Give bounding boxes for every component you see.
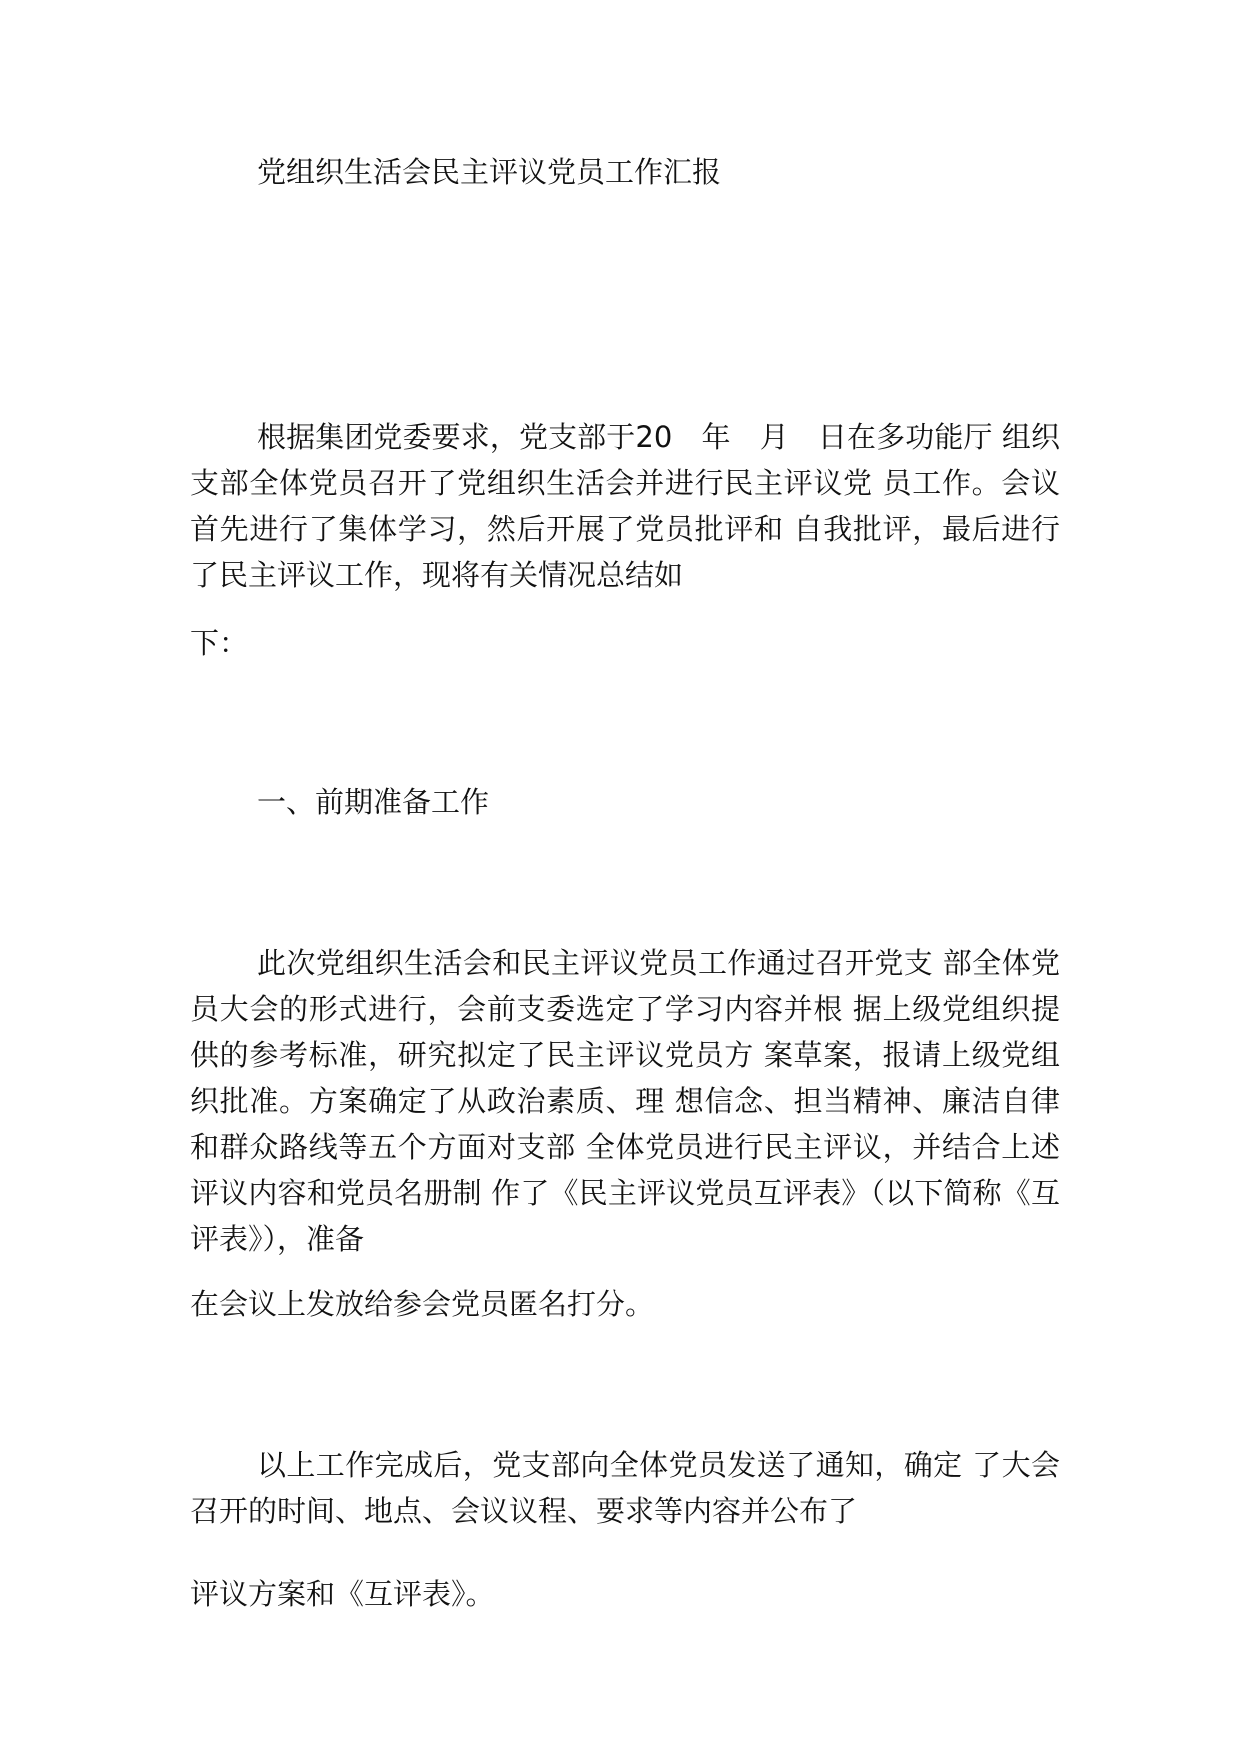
- paragraph-notification-continued: 评议方案和《互评表》。: [190, 1577, 495, 1611]
- paragraph-preparation: 此次党组织生活会和民主评议党员工作通过召开党支 部全体党员大会的形式进行，会前支委选定了学习内容并根 据上级党组织提供的参考标准，研究拟定了民主评议党员方 案草案，报请上级党组织批准。方案确定了从政治素质、理 想信念、担当精神、廉洁自律和群众路线等五个方面对支部 全体党员进行民主评议，并结合上述评议内容和党员名册制 作了《民主评议党员互评表》（以下简称《互评表》），准备: [190, 946, 1060, 1256]
- paragraph-intro: 根据集团党委要求，党支部于20 年 月 日在多功能厅 组织支部全体党员召开了党组织生活会并进行民主评议党 员工作。会议首先进行了集体学习，然后开展了党员批评和 自我批评，最后进行了民主评议工作，现将有关情况总结如: [190, 420, 1060, 592]
- document-title: 党组织生活会民主评议党员工作汇报: [257, 155, 722, 189]
- paragraph-preparation-continued: 在会议上发放给参会党员匿名打分。: [190, 1287, 655, 1321]
- paragraph-intro-continued: 下：: [190, 626, 249, 660]
- paragraph-notification: 以上工作完成后，党支部向全体党员发送了通知，确定 了大会召开的时间、地点、会议议程、要求等内容并公布了: [190, 1448, 1060, 1528]
- section-heading-preparation: 一、前期准备工作: [257, 785, 490, 819]
